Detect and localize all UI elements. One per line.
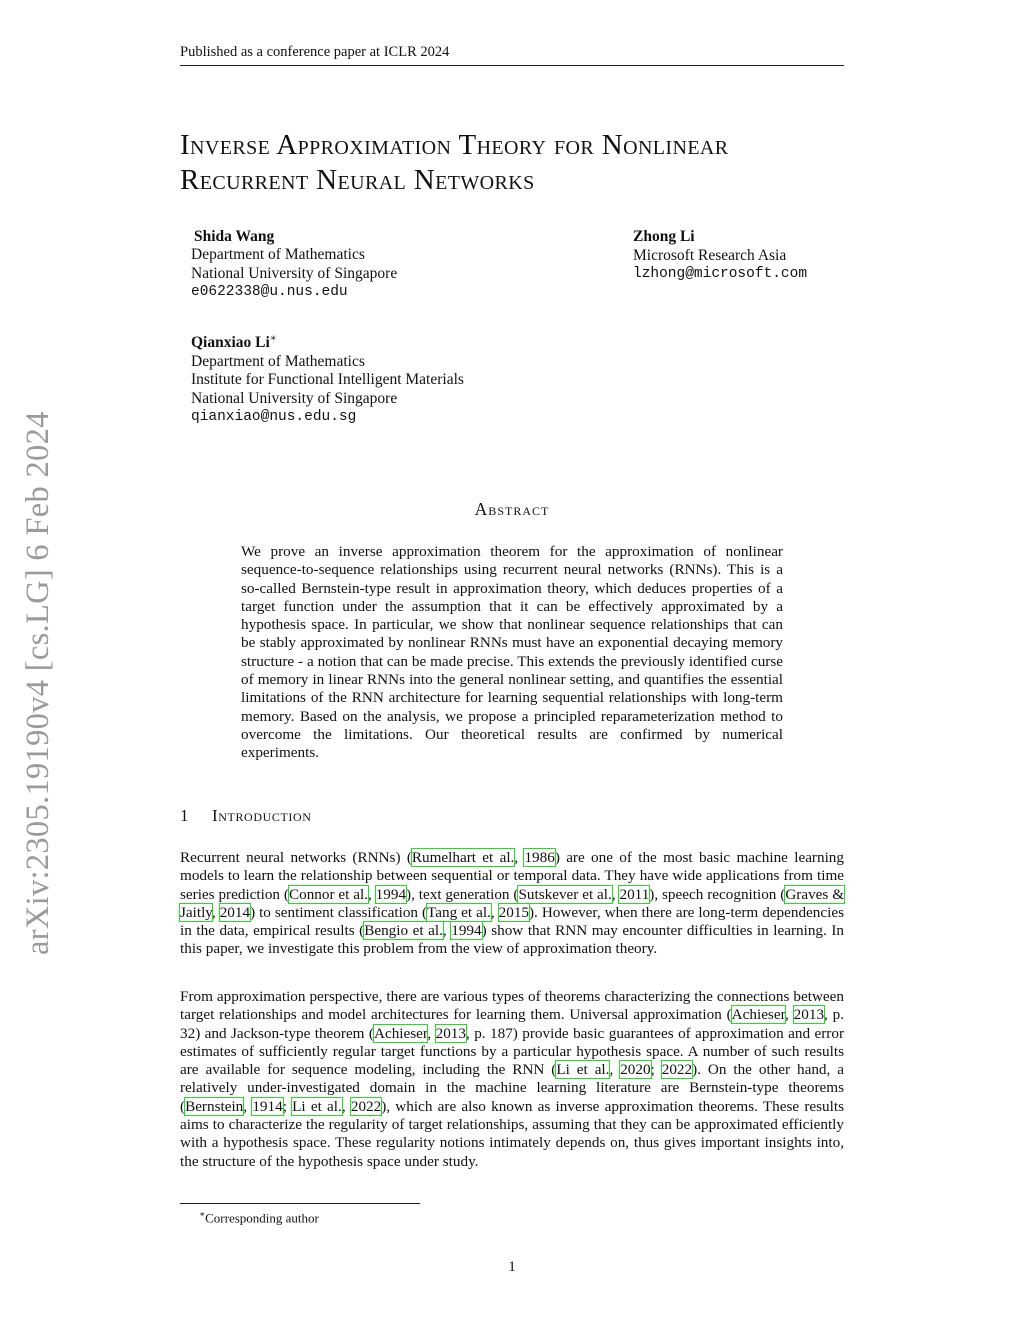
citation-link[interactable]: Graves & Jaitly [180, 885, 845, 921]
abstract-text: We prove an inverse approximation theorem for the approximation of nonlinear sequence-to-sequence relationships using recurrent neural networks (RNNs). This is a so-called Bernstein-type result in approximation theory, which deduces properties of a target function under the assumption that it can be effectively approximated by a hypothesis space. In particular, we show that nonlinear sequence relationships that can be stably approximated by nonlinear RNNs must have an exponential decaying memory structure - a notion that can be made precise. This extends the previously identified curse of memory in linear RNNs into the general nonlinear setting, and quantifies the essential limitations of the RNN architecture for learning sequential relationships with long-term memory. Based on the analysis, we propose a principled reparameterization method to overcome the limitations. Our theoretical results are confirmed by numerical experiments. [241, 543, 783, 762]
citation-separator: , [785, 1006, 794, 1024]
paragraph-text: , p. 187) provide basic guarantees of approximation and error estimates of sufficiently regular target functions by a particular hypothesis space. A number of such results are available for sequence modeling, including the RNN ( [180, 1024, 845, 1079]
intro-paragraph-1 [180, 849, 844, 959]
citation-year-link[interactable]: 2014 [219, 903, 251, 921]
author-email[interactable]: qianxiao@nus.edu.sg [191, 409, 357, 426]
citation-link[interactable]: Sutskever et al. [518, 885, 612, 903]
citation-separator: , [514, 849, 525, 866]
section-heading-introduction [180, 806, 312, 826]
citation-year-link[interactable]: 1914 [252, 1097, 283, 1115]
footnote-rule [180, 1203, 420, 1204]
citation-separator: , [490, 903, 499, 921]
citation-link[interactable]: Rumelhart et al. [411, 849, 515, 866]
citation-year-link[interactable]: 2013 [793, 1006, 825, 1024]
citation-year-link[interactable]: 1994 [375, 885, 407, 903]
author-name-row [191, 330, 464, 353]
citation-year-link[interactable]: 2011 [619, 885, 650, 903]
paragraph-text: ). On the other hand, a relatively under-investigated domain in the machine learning literature are Bernstein-type theorems ( [180, 1061, 844, 1115]
citation-link[interactable]: Li et al. [556, 1061, 610, 1079]
paragraph-text: ), text generation ( [406, 885, 519, 903]
paragraph-text: ) are one of the most basic machine learning models to learn the relationship between sequential or temporal data. They have wide applications from time series prediction ( [180, 849, 844, 903]
citation-link[interactable]: Li et al. [292, 1097, 342, 1115]
paragraph-text: Recurrent neural networks (RNNs) ( [180, 849, 412, 866]
citation-link[interactable]: Bengio et al. [364, 922, 443, 940]
citation-year-link[interactable]: 2022 [661, 1061, 693, 1079]
citation-year-link[interactable]: 1986 [524, 849, 555, 866]
author-affiliation: National University of Singapore [191, 389, 398, 407]
citation-separator: ; [650, 1061, 662, 1079]
citation-year-link[interactable]: 1994 [451, 922, 482, 940]
citation-year-link[interactable]: 2020 [620, 1061, 651, 1079]
citation-separator: , [243, 1097, 253, 1115]
citation-year-link[interactable]: 2013 [435, 1024, 466, 1042]
author-affiliation-block [191, 246, 397, 302]
header-rule [180, 65, 844, 66]
citation-link[interactable]: Tang et al. [427, 903, 491, 921]
author-email[interactable]: e0622338@u.nus.edu [191, 284, 348, 300]
author-block-zhong-li [633, 228, 807, 284]
paragraph-text: , p. 32) and Jackson-type theorem ( [180, 1006, 845, 1042]
author-block-qianxiao-li [191, 330, 464, 427]
author-email[interactable]: lzhong@microsoft.com [633, 266, 808, 282]
page-number: 1 [508, 1259, 516, 1275]
citation-separator: , [609, 1061, 621, 1079]
abstract-heading: Abstract [474, 499, 550, 519]
citation-separator: , [427, 1024, 436, 1042]
paragraph-text: ), speech recognition ( [649, 885, 786, 903]
citation-separator: , [211, 903, 220, 921]
arxiv-identifier-stamp[interactable]: arXiv:2305.19190v4 [cs.LG] 6 Feb 2024 [20, 411, 56, 955]
author-affiliation: Microsoft Research Asia [633, 246, 787, 264]
citation-link[interactable]: Connor et al. [288, 885, 368, 903]
paragraph-text: ), which are also known as inverse approximation theorems. These results aims to characterize the regularity of target relationships, assuming that they can be approximated efficiently with a hypothesis space. These regularity notions intimately depends on, thus gives important insights into, the structure of the hypothesis space under study. [180, 1097, 844, 1170]
author-affiliation: Department of Mathematics [191, 352, 365, 370]
author-affiliation: National University of Singapore [191, 264, 398, 282]
paper-title-line-2: Recurrent Neural Networks [180, 164, 535, 196]
paragraph-text: ). However, when there are long-term dependencies in the data, empirical results ( [180, 903, 844, 940]
citation-separator: , [368, 885, 376, 903]
paper-title-line-1: Inverse Approximation Theory for Nonlinear [180, 129, 729, 161]
paragraph-text: ) show that RNN may encounter difficulties in learning. In this paper, we investigate this problem from the view of approximation theory. [180, 922, 844, 958]
citation-link[interactable]: Bernstein [185, 1097, 244, 1115]
citation-separator: ; [282, 1097, 293, 1115]
citation-link[interactable]: Achieser [373, 1024, 428, 1042]
author-block-shida-wang [194, 228, 274, 247]
author-name: Shida Wang [194, 228, 275, 245]
citation-year-link[interactable]: 2022 [350, 1097, 382, 1115]
paragraph-text: ) to sentiment classification ( [250, 903, 428, 921]
author-affiliation: Institute for Functional Intelligent Materials [191, 371, 464, 389]
citation-year-link[interactable]: 2015 [498, 903, 529, 921]
running-header: Published as a conference paper at ICLR 2024 [180, 44, 450, 60]
section-title: Introduction [212, 806, 312, 825]
citation-separator: , [341, 1097, 351, 1115]
author-name: Zhong Li [633, 228, 695, 245]
intro-paragraph-2 [180, 988, 844, 1171]
footnote [199, 1209, 319, 1226]
author-name: Qianxiao Li [191, 334, 270, 352]
section-number: 1 [180, 806, 190, 825]
footnote-marker: ∗ [199, 1209, 206, 1219]
author-affiliation: Department of Mathematics [191, 246, 365, 263]
paragraph-text: From approximation perspective, there are various types of theorems characterizing the connections between target relationships and model architectures for learning them. Universal approximation ( [180, 988, 844, 1024]
corresponding-author-marker[interactable]: ∗ [269, 333, 277, 344]
citation-separator: , [442, 922, 452, 940]
paper-title [180, 128, 860, 198]
citation-link[interactable]: Achieser [731, 1006, 786, 1024]
footnote-text: Corresponding author [205, 1210, 319, 1226]
citation-separator: , [611, 885, 620, 903]
